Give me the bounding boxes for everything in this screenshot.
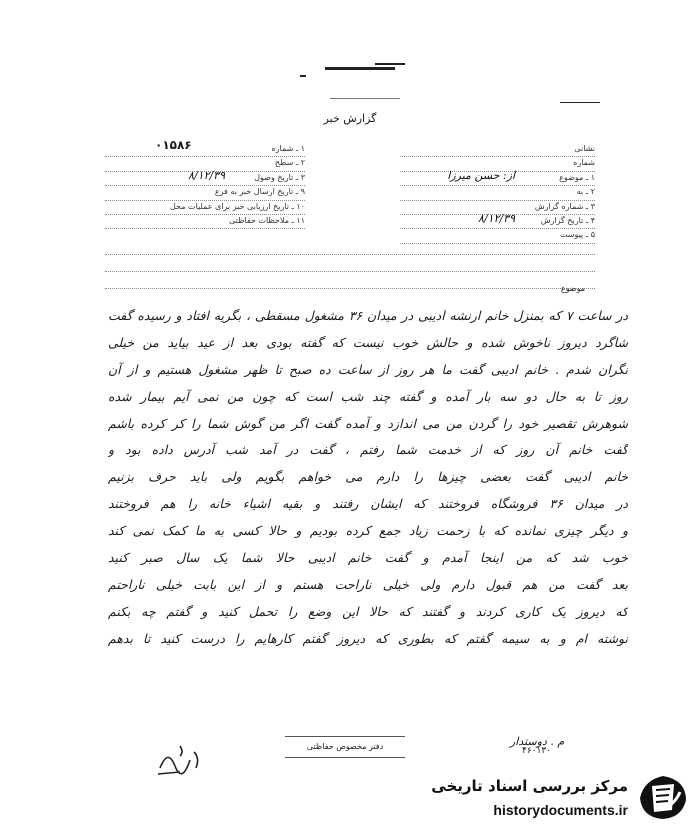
scan-mark: [560, 102, 600, 103]
form-label: ۳ ـ شماره گزارش: [534, 201, 595, 211]
form-row: [400, 211, 595, 229]
body-line: شوهرش تقصیر خود را گردن من می اندازد و آمده گفت اگر من گوش شما را کر کرده باشم: [108, 415, 628, 431]
document-number: ۰۱۵۸۶: [155, 138, 192, 152]
body-line: که دیروز یک کاری کردند و گفتند که حالا این وضع را تحمل کنید و گفتم چه بکنم: [108, 603, 628, 619]
form-label: ۱۱ ـ ملاحظات حفاظتی: [229, 215, 305, 225]
stamp: دفتر مخصوص حفاظتی: [285, 736, 405, 758]
body-line: خانم ادیبی گفت بعضی چیزها را دارم می خواهم بگویم ولی باید حرف بزنیم: [108, 469, 628, 485]
body-line: نگران شدم . خانم ادیبی گفت ما هر روز از ساعت ده صبح تا ظهر مشغول هستیم و از آن: [108, 361, 628, 377]
scan-mark: [330, 98, 400, 99]
form-label: ۲ ـ به: [576, 187, 595, 197]
form-label: ۱۰ ـ تاریخ ارزیابی خبر برای عملیات محل: [170, 201, 305, 211]
body-line: نوشته ام و به سیمه گفتم که بطوری که دیروز گفتم کارهایم را درست کنید تا بدهم: [108, 630, 628, 646]
subject-label: موضوع: [560, 284, 585, 293]
form-row: [105, 201, 305, 215]
form-label: ۲ ـ سطح: [274, 158, 305, 168]
watermark: [420, 770, 690, 825]
handwritten-initials: [150, 738, 210, 778]
form-row: [400, 186, 595, 200]
form-row: [105, 186, 305, 200]
form-label: ۳ ـ تاریخ وصول: [254, 172, 305, 182]
form-label: ۴ ـ تاریخ گزارش: [540, 215, 595, 225]
form-label: ۹ ـ تاریخ ارسال خبر به فرع: [214, 187, 305, 197]
form-row: [400, 143, 595, 157]
form-row: [400, 168, 595, 186]
body-line: خوب شد که من اینجا آمدم و گفت خانم ادیبی حالا شما یک سال صبر کنید: [108, 550, 628, 566]
form-value: ۸/۱۲/۳۹: [188, 168, 225, 182]
form-row: [105, 215, 305, 229]
blank-line: [105, 238, 595, 255]
scan-mark: [300, 75, 306, 77]
body-line: در میدان ۳۶ فروشگاه فروختند که ایشان رفتند و بقیه اشیاء خانه را هم فروختند: [108, 496, 628, 512]
body-line: روز تا به حال دو سه بار آمده و گفته چند شب است که چون من نمی آیم بیمار شده: [108, 388, 628, 404]
form-value: از: حسن میرزا: [447, 168, 515, 182]
form-label: ۱ ـ موضوع: [559, 172, 595, 182]
handwritten-body: [108, 304, 628, 654]
report-title: گزارش خبر: [323, 112, 377, 125]
form-label: ۵ ـ پیوست: [559, 230, 595, 240]
blank-line: [105, 272, 595, 289]
blank-lines: [105, 238, 595, 289]
scan-mark: [325, 67, 395, 70]
archive-logo-icon: [636, 772, 690, 822]
form-row: [105, 143, 305, 157]
form-label: نشانی: [574, 144, 595, 153]
body-line: شاگرد دیروز ناخوش شده و حالش خوب نیست که گفته بودی بعد از عید بیاید من خیلی: [108, 334, 628, 350]
watermark-url: historydocuments.ir: [493, 802, 628, 818]
watermark-title: مرکز بررسی اسناد تاریخی: [431, 777, 628, 795]
body-line: در ساعت ۷ که بمنزل خانم ارنشه ادیبی در میدان ۳۶ مشغول مسقطی ، بگریه افتاد و رسیده گفت: [108, 308, 628, 323]
body-line: و دیگر چیزی نمانده که با زحمت زیاد جمع کرده بودیم و حالا کسی به ما کمک نمی کند: [108, 523, 628, 539]
form-left-column: [105, 143, 305, 229]
signature-name: م . دوستدار: [510, 735, 565, 748]
form-row: [105, 168, 305, 186]
body-line: گفت خانم آن روز که از خدمت شما رفتم ، گفت در آمد شب آدرس داده بود و: [108, 442, 628, 458]
form-right-column: [400, 143, 595, 244]
blank-line: [105, 255, 595, 272]
form-value: ۸/۱۲/۳۹: [478, 211, 515, 225]
body-line: بعد گفت من هم قبول دارم ولی خیلی ناراحت هستم و از این بابت خیلی ناراحتم: [108, 576, 628, 592]
signature-number: ۴۶۰۱۳۰: [522, 746, 552, 756]
form-label: ۱ ـ شماره: [271, 144, 305, 153]
form-label: شماره: [573, 158, 595, 168]
scan-mark: [375, 63, 405, 65]
